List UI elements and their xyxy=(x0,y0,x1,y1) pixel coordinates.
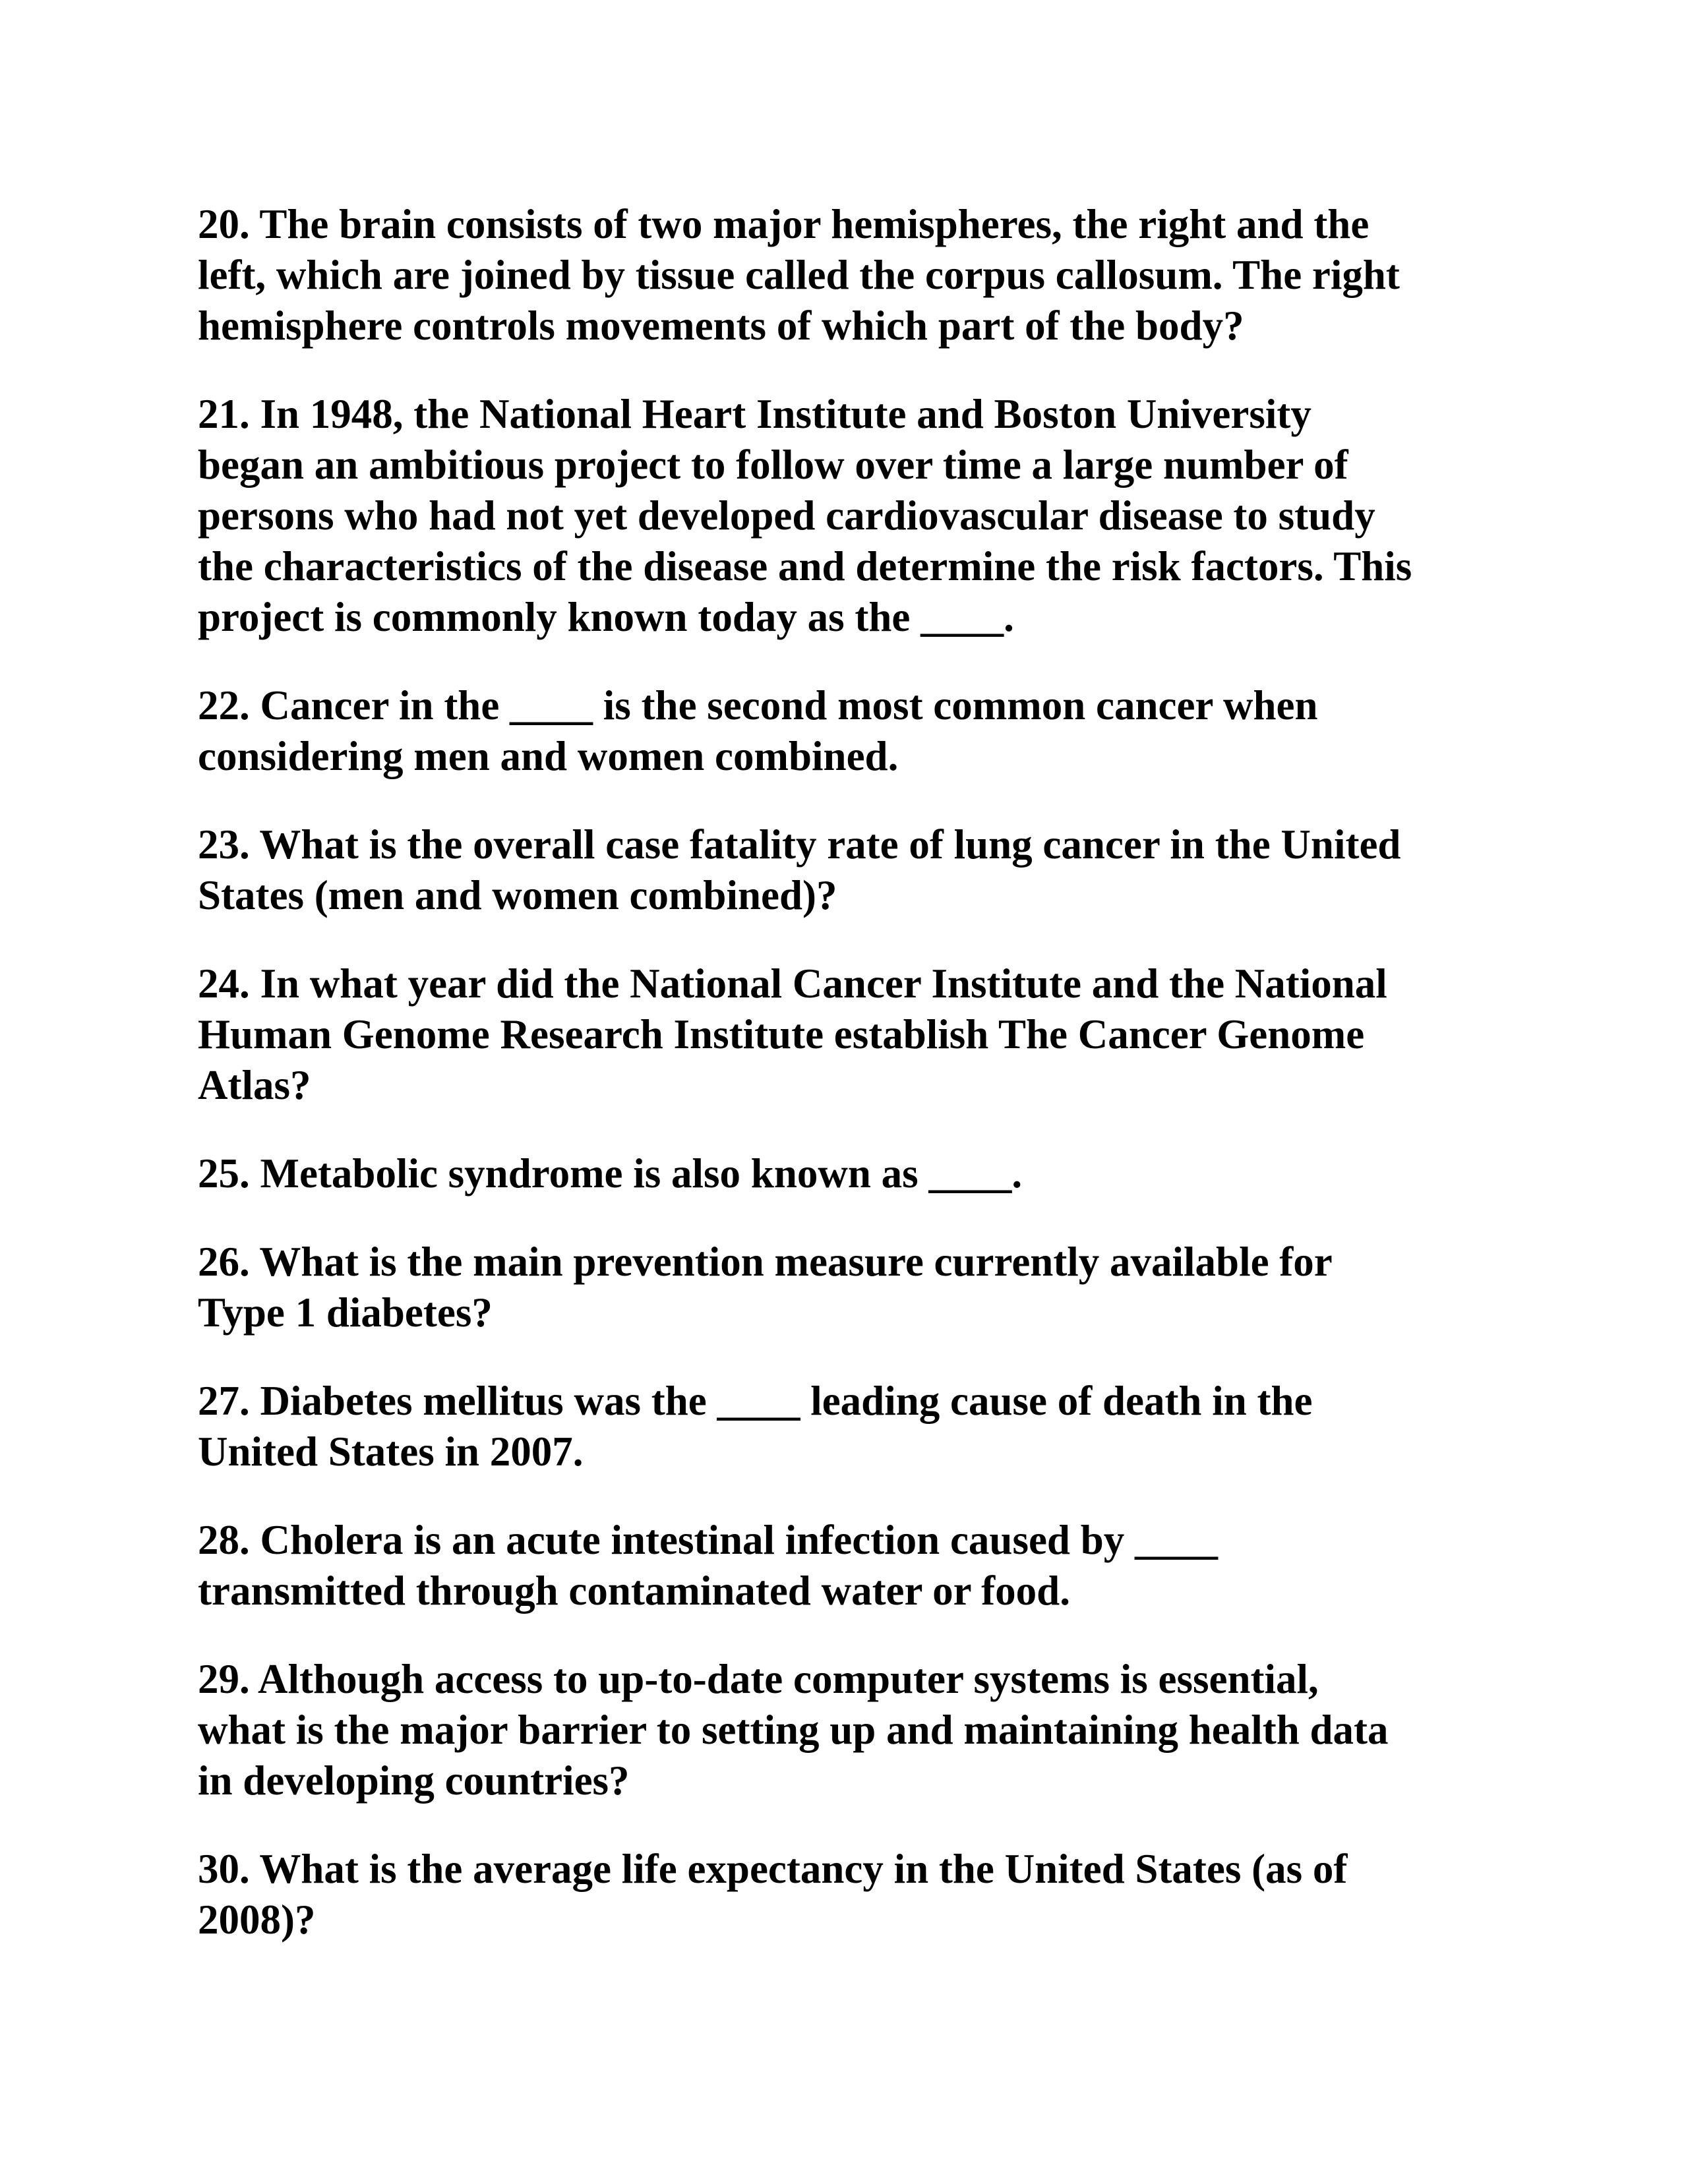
question-28: 28. Cholera is an acute intestinal infection caused by ____ transmitted through contaminated water or food. xyxy=(198,1517,1219,1614)
question-25: 25. Metabolic syndrome is also known as ____. xyxy=(198,1150,1023,1196)
question-27: 27. Diabetes mellitus was the ____ leading cause of death in the United States in 2007. xyxy=(198,1378,1313,1475)
question-21: 21. In 1948, the National Heart Institute and Boston University began an ambitious project to follow over time a large number of persons who had not yet developed cardiovascular disease to study the characteristics of the disease and determine the risk factors. This project is commonly known today as the ____. xyxy=(198,391,1412,640)
question-list xyxy=(198,199,1503,1983)
question-20: 20. The brain consists of two major hemispheres, the right and the left, which are joined by tissue called the corpus callosum. The right hemisphere controls movements of which part of the body? xyxy=(198,201,1400,349)
question-26: 26. What is the main prevention measure currently available for Type 1 diabetes? xyxy=(198,1239,1333,1336)
question-23: 23. What is the overall case fatality rate of lung cancer in the United States (men and women combined)? xyxy=(198,821,1401,918)
question-24: 24. In what year did the National Cancer Institute and the National Human Genome Research Institute establish The Cancer Genome Atlas? xyxy=(198,960,1387,1108)
question-22: 22. Cancer in the ____ is the second most common cancer when considering men and women combined. xyxy=(198,682,1318,779)
question-29: 29. Although access to up-to-date computer systems is essential, what is the major barrier to setting up and maintaining health data in developing countries? xyxy=(198,1656,1389,1804)
question-30: 30. What is the average life expectancy in the United States (as of 2008)? xyxy=(198,1846,1348,1943)
